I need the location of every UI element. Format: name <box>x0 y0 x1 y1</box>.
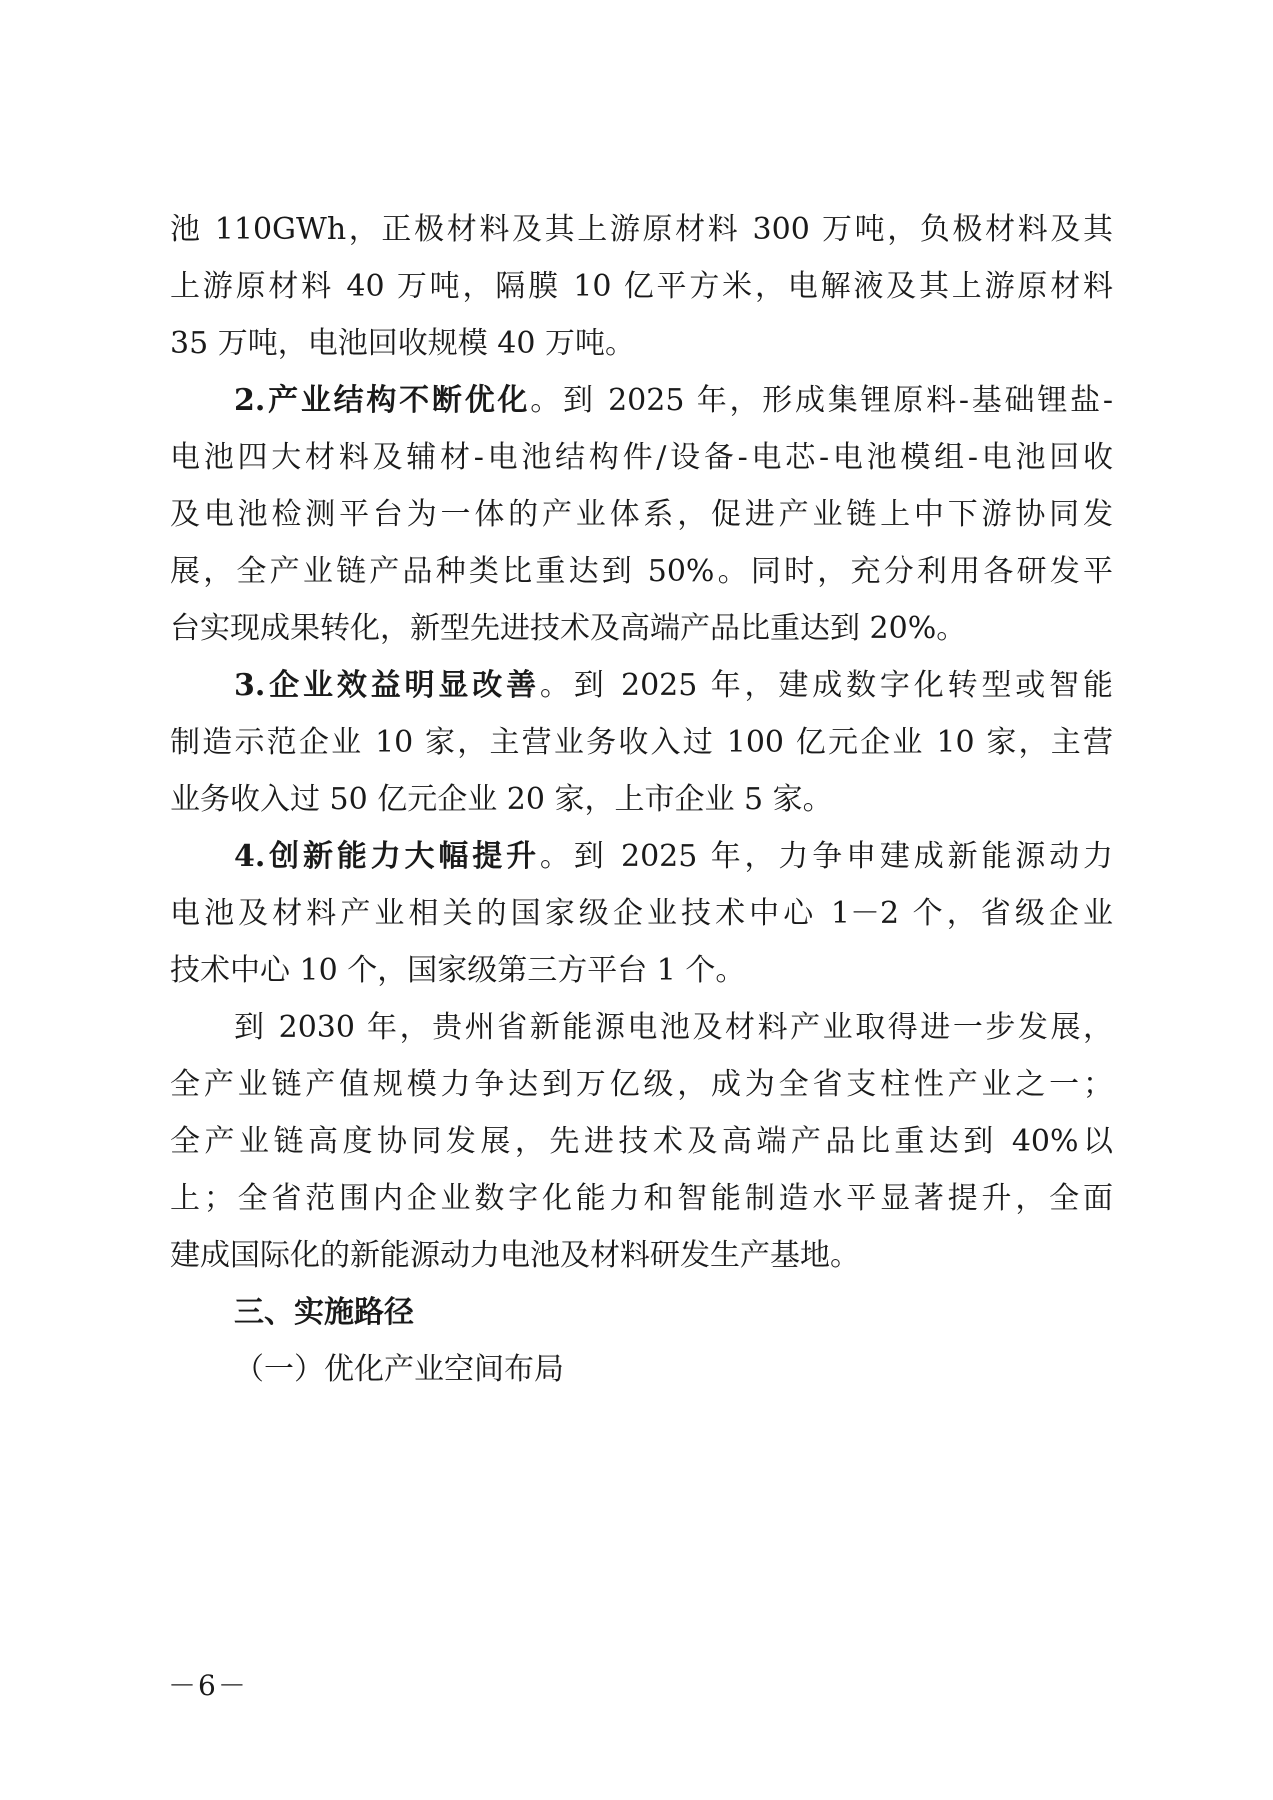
paragraph-4-heading: 4.创新能力大幅提升 <box>234 839 540 874</box>
paragraph-4-line-3: 技术中心 10 个，国家级第三方平台 1 个。 <box>170 953 746 988</box>
paragraph-3-line-1 <box>234 666 1113 706</box>
section-heading: 三、实施路径 <box>234 1295 414 1330</box>
paragraph-2-heading: 2.产业结构不断优化 <box>234 383 531 418</box>
paragraph-3-heading: 3.企业效益明显改善 <box>234 668 540 703</box>
paragraph-3-line-3: 业务收入过 50 亿元企业 20 家，上市企业 5 家。 <box>170 782 833 817</box>
paragraph-3-line-1-text: 。到 2025 年，建成数字化转型或智能 <box>539 668 1113 703</box>
paragraph-2-line-4: 展，全产业链产品种类比重达到 50%。同时，充分利用各研发平 <box>170 554 1113 589</box>
paragraph-3-line-2: 制造示范企业 10 家，主营业务收入过 100 亿元企业 10 家，主营 <box>170 725 1113 760</box>
paragraph-4-line-1 <box>234 837 1113 877</box>
paragraph-1-line-1: 池 110GWh，正极材料及其上游原材料 300 万吨，负极材料及其 <box>170 212 1113 247</box>
paragraph-2-line-1 <box>234 381 1113 421</box>
paragraph-2-line-2: 电池四大材料及辅材-电池结构件/设备-电芯-电池模组-电池回收 <box>170 440 1113 475</box>
subsection-heading: （一）优化产业空间布局 <box>234 1352 564 1387</box>
page-number: －6－ <box>168 1669 248 1702</box>
paragraph-5-line-4: 上；全省范围内企业数字化能力和智能制造水平显著提升，全面 <box>170 1181 1113 1216</box>
paragraph-5-line-1: 到 2030 年，贵州省新能源电池及材料产业取得进一步发展， <box>234 1010 1113 1045</box>
paragraph-1-line-3: 35 万吨，电池回收规模 40 万吨。 <box>170 326 635 361</box>
paragraph-4-line-2: 电池及材料产业相关的国家级企业技术中心 1－2 个，省级企业 <box>170 896 1113 931</box>
paragraph-4-line-1-text: 。到 2025 年，力争申建成新能源动力 <box>539 839 1113 874</box>
paragraph-2-line-5: 台实现成果转化，新型先进技术及高端产品比重达到 20%。 <box>170 611 967 646</box>
paragraph-2-line-1-text: 。到 2025 年，形成集锂原料-基础锂盐- <box>530 383 1113 418</box>
paragraph-1-line-2: 上游原材料 40 万吨，隔膜 10 亿平方米，电解液及其上游原材料 <box>170 269 1113 304</box>
paragraph-5-line-3: 全产业链高度协同发展，先进技术及高端产品比重达到 40%以 <box>170 1124 1113 1159</box>
paragraph-2-line-3: 及电池检测平台为一体的产业体系，促进产业链上中下游协同发 <box>170 497 1113 532</box>
paragraph-5-line-5: 建成国际化的新能源动力电池及材料研发生产基地。 <box>170 1238 860 1273</box>
paragraph-5-line-2: 全产业链产值规模力争达到万亿级，成为全省支柱性产业之一； <box>170 1067 1113 1102</box>
